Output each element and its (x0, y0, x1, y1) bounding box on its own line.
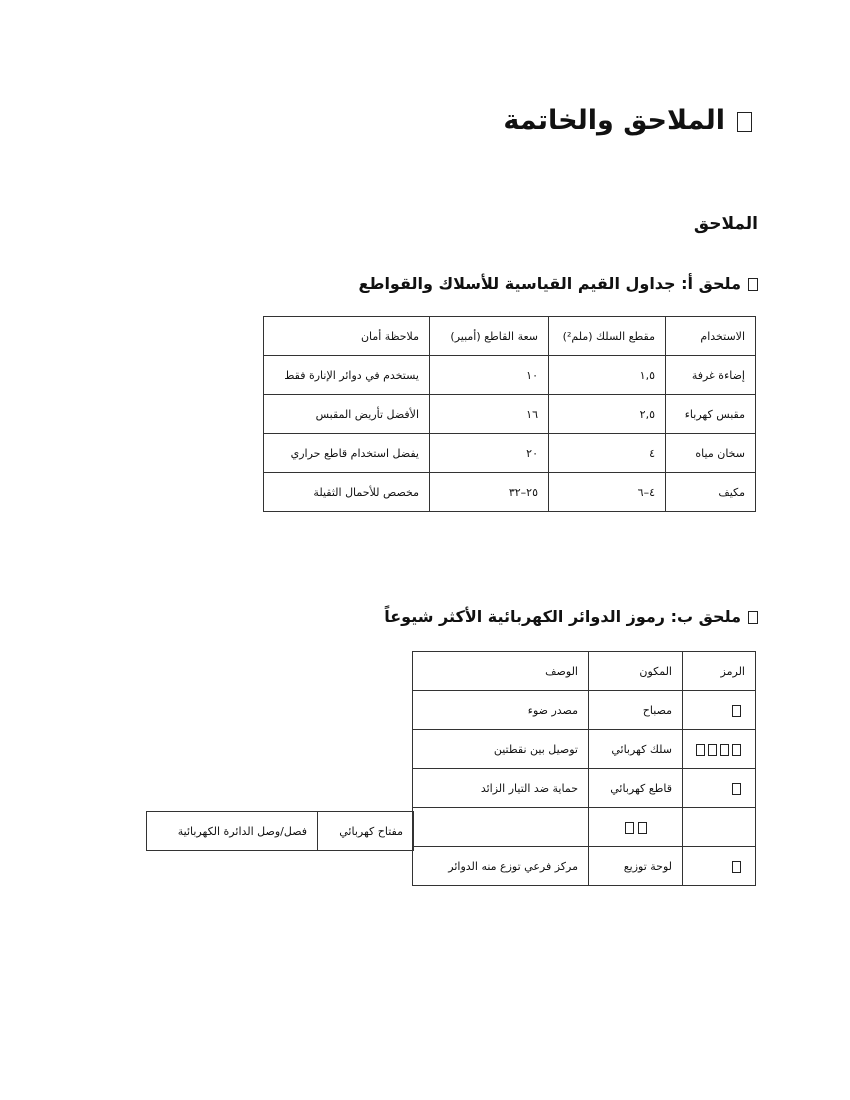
column-header: سعة القاطع (أمبير) (430, 317, 549, 356)
lamp-symbol-icon (683, 691, 756, 730)
description-cell: توصيل بين نقطتين (413, 730, 589, 769)
safety-note-cell: يفضل استخدام قاطع حراري (264, 434, 430, 473)
column-header: الوصف (413, 652, 589, 691)
page-title: الملاحق والخاتمة (503, 105, 752, 136)
bullet-box-icon (748, 611, 758, 624)
safety-note-cell: الأفضل تأريض المقبس (264, 395, 430, 434)
description-cell: مصدر ضوء (413, 691, 589, 730)
table-row (264, 395, 756, 434)
wire-size-cell: ٢,٥ (549, 395, 666, 434)
column-header: ملاحظة أمان (264, 317, 430, 356)
table-row (264, 356, 756, 395)
appendix-b-heading: ملحق ب: رموز الدوائر الكهربائية الأكثر شيوعاً (384, 607, 758, 626)
table-row (264, 473, 756, 512)
table-row (413, 769, 756, 808)
column-header: الاستخدام (666, 317, 756, 356)
table-row (413, 730, 756, 769)
description-cell: فصل/وصل الدائرة الكهربائية (147, 812, 318, 851)
appendices-heading: الملاحق (693, 214, 758, 234)
usage-cell: مقبس كهرباء (666, 395, 756, 434)
panel-symbol-icon (683, 847, 756, 886)
breaker-symbol-icon (683, 769, 756, 808)
wire-symbol-icon (683, 730, 756, 769)
bullet-box-icon (748, 278, 758, 291)
symbol-cell-empty (683, 808, 756, 847)
usage-cell: سخان مياه (666, 434, 756, 473)
switch-symbol-icon (589, 808, 683, 847)
wire-size-cell: ٤–٦ (549, 473, 666, 512)
component-cell: مصباح (589, 691, 683, 730)
description-cell-empty (413, 808, 589, 847)
column-header: المكون (589, 652, 683, 691)
wire-size-cell: ١,٥ (549, 356, 666, 395)
description-cell: حماية ضد التيار الزائد (413, 769, 589, 808)
usage-cell: مكيف (666, 473, 756, 512)
table-row (264, 434, 756, 473)
component-cell: لوحة توزيع (589, 847, 683, 886)
component-cell: مفتاح كهربائي (318, 812, 414, 851)
breaker-cell: ٢٠ (430, 434, 549, 473)
breaker-cell: ٢٥–٣٢ (430, 473, 549, 512)
component-cell: قاطع كهربائي (589, 769, 683, 808)
bullet-box-icon (737, 112, 752, 132)
appendix-a-heading: ملحق أ: جداول القيم القياسية للأسلاك والقواطع (358, 274, 758, 293)
table-header-row (413, 652, 756, 691)
column-header: مقطع السلك (ملم²) (549, 317, 666, 356)
overflow-row-table (146, 811, 414, 851)
wire-breaker-table (263, 316, 756, 512)
table-row (147, 812, 414, 851)
breaker-cell: ١٦ (430, 395, 549, 434)
component-cell: سلك كهربائي (589, 730, 683, 769)
safety-note-cell: يستخدم في دوائر الإنارة فقط (264, 356, 430, 395)
safety-note-cell: مخصص للأحمال الثقيلة (264, 473, 430, 512)
table-row (413, 847, 756, 886)
breaker-cell: ١٠ (430, 356, 549, 395)
table-header-row (264, 317, 756, 356)
table-row (413, 691, 756, 730)
circuit-symbols-table (412, 651, 756, 886)
description-cell: مركز فرعي توزع منه الدوائر (413, 847, 589, 886)
table-row (413, 808, 756, 847)
usage-cell: إضاءة غرفة (666, 356, 756, 395)
wire-size-cell: ٤ (549, 434, 666, 473)
column-header: الرمز (683, 652, 756, 691)
